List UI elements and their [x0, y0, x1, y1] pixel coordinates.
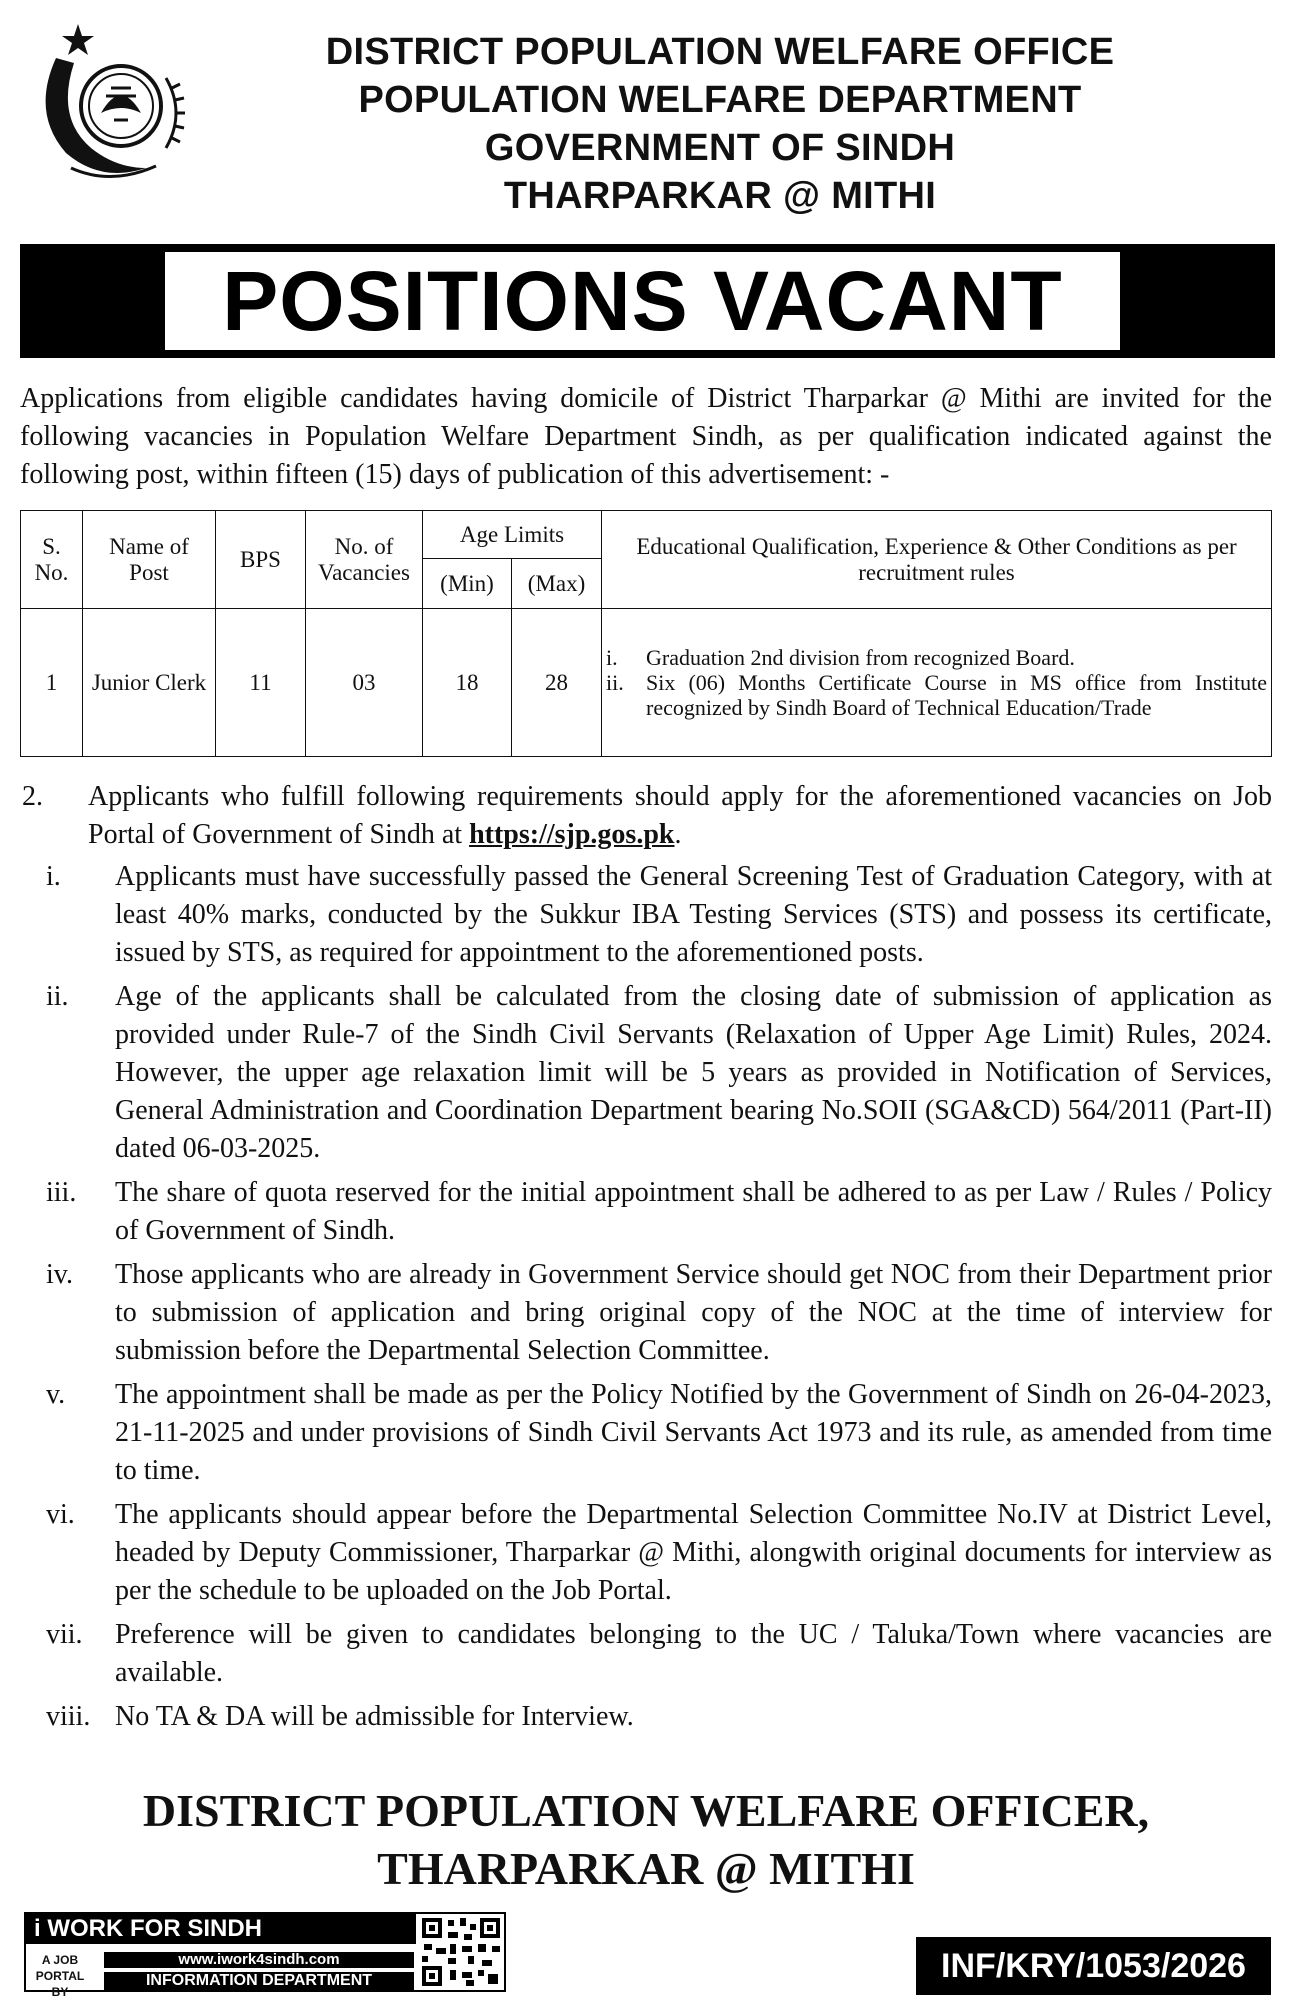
job-portal-label: A JOB PORTAL BY — [35, 1953, 85, 1999]
row-age-min: 18 — [423, 609, 512, 757]
table-row — [21, 609, 1272, 757]
qualification-item — [606, 670, 1267, 720]
qualification-numeral: ii. — [606, 670, 624, 695]
list-item — [20, 1698, 1272, 1736]
header-line-government: GOVERNMENT OF SINDH — [484, 127, 956, 169]
header-line-office: DISTRICT POPULATION WELFARE OFFICE — [325, 31, 1115, 73]
government-of-sindh-emblem-icon — [26, 18, 196, 188]
requirements-section — [20, 778, 1272, 1742]
requirements-lead-suffix: . — [674, 819, 682, 850]
item-numeral: vii. — [46, 1619, 83, 1650]
header-age-min: (Min) — [423, 559, 512, 609]
header-bps: BPS — [216, 511, 306, 609]
item-numeral: viii. — [46, 1701, 91, 1732]
list-item — [20, 1174, 1272, 1250]
qr-code-icon — [420, 1916, 502, 1988]
list-item — [20, 858, 1272, 972]
header-vacancies: No. of Vacancies — [306, 511, 423, 609]
row-post: Junior Clerk — [83, 609, 216, 757]
reference-number: INF/KRY/1053/2026 — [916, 1937, 1271, 1995]
list-item — [20, 1376, 1272, 1490]
item-numeral: iii. — [46, 1177, 77, 1208]
header-qualification: Educational Qualification, Experience & Other Conditions as per recruitment rules — [602, 511, 1272, 609]
item-numeral: v. — [46, 1379, 66, 1410]
row-sno: 1 — [21, 609, 83, 757]
header-line-district: THARPARKAR @ MITHI — [503, 175, 937, 217]
list-item — [20, 1616, 1272, 1692]
requirements-number: 2. — [22, 781, 43, 812]
office-header — [230, 28, 1210, 220]
item-text: Those applicants who are already in Government Service should get NOC from their Department prior to submission of application and bring original copy of the NOC at the time of interview for submission before the Departmental Selection Committee. — [115, 1259, 1272, 1366]
header-sno: S. No. — [21, 511, 83, 609]
vacancy-table — [20, 510, 1272, 757]
qualification-text: Graduation 2nd division from recognized Board. — [646, 645, 1075, 670]
iwork-brand: i WORK FOR SINDH — [26, 1914, 416, 1944]
requirements-lead-text: Applicants who fulfill following requirements should apply for the aforementioned vacancies on Job Portal of Government of Sindh at — [88, 781, 1272, 850]
signature-location: THARPARKAR @ MITHI — [377, 1843, 915, 1894]
iwork-website: www.iwork4sindh.com — [104, 1952, 414, 1968]
row-vacancies: 03 — [306, 609, 423, 757]
item-numeral: ii. — [46, 981, 69, 1012]
list-item — [20, 1496, 1272, 1610]
qualification-text: Six (06) Months Certificate Course in MS office from Institute recognized by Sindh Board of Technical Education/Trade — [646, 670, 1267, 720]
requirements-list — [20, 858, 1272, 1736]
item-text: Preference will be given to candidates belonging to the UC / Taluka/Town where vacancies are available. — [115, 1619, 1272, 1688]
positions-vacant-banner — [20, 244, 1275, 358]
item-numeral: vi. — [46, 1499, 75, 1530]
header-age-max: (Max) — [512, 559, 602, 609]
intro-paragraph: Applications from eligible candidates having domicile of District Tharparkar @ Mithi are invited for the following vacancies in Population Welfare Department Sindh, as per qualification indicated against the following post, within fifteen (15) days of publication of this advertisement: - — [20, 383, 1272, 490]
requirements-lead — [20, 778, 1272, 854]
row-qualifications — [602, 609, 1272, 757]
header-post: Name of Post — [83, 511, 216, 609]
header-line-department: POPULATION WELFARE DEPARTMENT — [358, 79, 1082, 121]
list-item — [20, 1256, 1272, 1370]
item-text: No TA & DA will be admissible for Interview. — [115, 1701, 634, 1732]
row-bps: 11 — [216, 609, 306, 757]
row-age-max: 28 — [512, 609, 602, 757]
qualification-numeral: i. — [606, 645, 618, 670]
header-age-limits: Age Limits — [423, 511, 602, 559]
signature-title: DISTRICT POPULATION WELFARE OFFICER, — [142, 1785, 1150, 1836]
job-portal-link[interactable]: https://sjp.gos.pk — [469, 819, 675, 850]
item-numeral: i. — [46, 861, 61, 892]
item-text: Applicants must have successfully passed the General Screening Test of Graduation Category, with at least 40% marks, conducted by the Sukkur IBA Testing Services (STS) and possess its certificate, issued by STS, as required for appointment to the aforementioned posts. — [115, 861, 1272, 968]
information-department-label: INFORMATION DEPARTMENT — [104, 1972, 414, 1990]
item-text: The applicants should appear before the Departmental Selection Committee No.IV at District Level, headed by Deputy Commissioner, Tharparkar @ Mithi, alongwith original documents for interview as per the schedule to be uploaded on the Job Portal. — [115, 1499, 1272, 1606]
qualification-item — [606, 645, 1267, 670]
item-text: The appointment shall be made as per the Policy Notified by the Government of Sindh on 26-04-2023, 21-11-2025 and under provisions of Sindh Civil Servants Act 1973 and its rule, as amended from time to time. — [115, 1379, 1272, 1486]
signature-block — [20, 1782, 1272, 1898]
list-item — [20, 978, 1272, 1168]
item-numeral: iv. — [46, 1259, 73, 1290]
item-text: Age of the applicants shall be calculated from the closing date of submission of application as provided under Rule-7 of the Sindh Civil Servants (Relaxation of Upper Age Limit) Rules, 2024. However, the upper age relaxation limit will be 5 years as provided in Notification of Services, General Administration and Coordination Department bearing No.SOII (SGA&CD) 564/2011 (Part-II) dated 06-03-2025. — [115, 981, 1272, 1164]
iwork-for-sindh-badge — [24, 1912, 506, 1999]
table-header-row — [21, 511, 1272, 559]
item-text: The share of quota reserved for the initial appointment shall be adhered to as per Law / Rules / Policy of Government of Sindh. — [115, 1177, 1272, 1246]
banner-title: POSITIONS VACANT — [165, 252, 1120, 350]
